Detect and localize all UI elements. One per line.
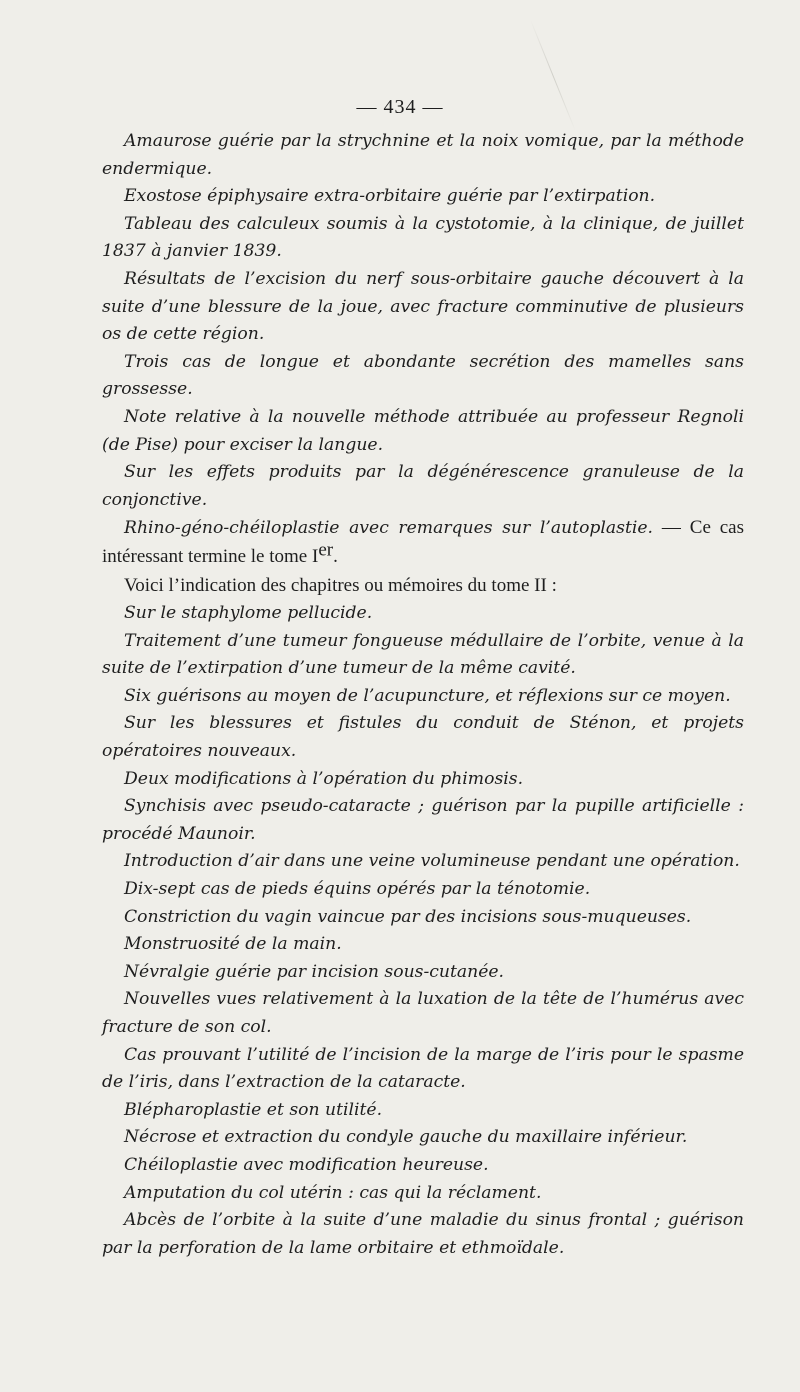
list-item: Deux modifications à l’opération du phimosis. bbox=[124, 768, 524, 789]
list-item: Traitement d’une tumeur fongueuse médullaire de l’orbite, venue à la suite de l’extirpation d’une tumeur de la même cavité. bbox=[102, 630, 744, 679]
page-number: — 434 — bbox=[356, 96, 444, 118]
list-item: Introduction d’air dans une veine volumineuse pendant une opération. bbox=[124, 851, 740, 872]
list-item: Abcès de l’orbite à la suite d’une maladie du sinus frontal ; guérison par la perforation de la lame orbitaire et ethmoïdale. bbox=[102, 1210, 744, 1258]
list-item: Amputation du col utérin : cas qui la réclament. bbox=[124, 1182, 542, 1203]
list-item: Nécrose et extraction du condyle gauche du maxillaire inférieur. bbox=[124, 1127, 688, 1148]
list-item: Blépharoplastie et son utilité. bbox=[124, 1099, 383, 1120]
list-item: Six guérisons au moyen de l’acupuncture, et réflexions sur ce moyen. bbox=[124, 685, 731, 706]
list-item: Exostose épiphysaire extra-orbitaire guérie par l’extirpation. bbox=[124, 186, 656, 207]
list-item: Note relative à la nouvelle méthode attribuée au professeur Regnoli (de Pise) pour exciser la langue. bbox=[102, 406, 744, 455]
table-of-contents-text bbox=[102, 128, 744, 1262]
list-item: Chéiloplastie avec modification heureuse. bbox=[124, 1154, 489, 1175]
section-intro: Voici l’indication des chapitres ou mémoires du tome II : bbox=[124, 574, 557, 596]
list-item: Sur les effets produits par la dégénérescence granuleuse de la conjonctive. bbox=[102, 462, 744, 510]
list-item: Névralgie guérie par incision sous-cutanée. bbox=[124, 961, 505, 982]
list-item: Monstruosité de la main. bbox=[124, 934, 342, 955]
list-item: Constriction du vagin vaincue par des incisions sous-muqueuses. bbox=[124, 906, 692, 927]
list-item: Rhino-géno-chéiloplastie avec remarques sur l’autoplastie. — Ce cas intéressant termine le tome Ier. bbox=[102, 517, 745, 567]
list-item: Sur les blessures et fistules du conduit de Sténon, et projets opératoires nouveaux. bbox=[102, 713, 744, 762]
list-item: Cas prouvant l’utilité de l’incision de la marge de l’iris pour le spasme de l’iris, dans l’extraction de la cataracte. bbox=[102, 1044, 744, 1093]
list-item: Nouvelles vues relativement à la luxation de la tête de l’humérus avec fracture de son col. bbox=[102, 989, 744, 1037]
list-item: Tableau des calculeux soumis à la cystotomie, à la clinique, de juillet 1837 à janvier 1839. bbox=[102, 213, 744, 262]
list-item: Dix-sept cas de pieds équins opérés par la ténotomie. bbox=[124, 879, 591, 900]
list-item: Trois cas de longue et abondante secrétion des mamelles sans grossesse. bbox=[102, 351, 744, 400]
list-item: Résultats de l’excision du nerf sous-orbitaire gauche découvert à la suite d’une blessure de la joue, avec fracture comminutive de plusieurs os de cette région. bbox=[102, 268, 744, 345]
list-item: Amaurose guérie par la strychnine et la noix vomique, par la méthode endermique. bbox=[102, 131, 744, 179]
list-item: Synchisis avec pseudo-cataracte ; guérison par la pupille artificielle : procédé Maunoir. bbox=[102, 796, 744, 844]
list-item: Sur le staphylome pellucide. bbox=[124, 603, 373, 624]
